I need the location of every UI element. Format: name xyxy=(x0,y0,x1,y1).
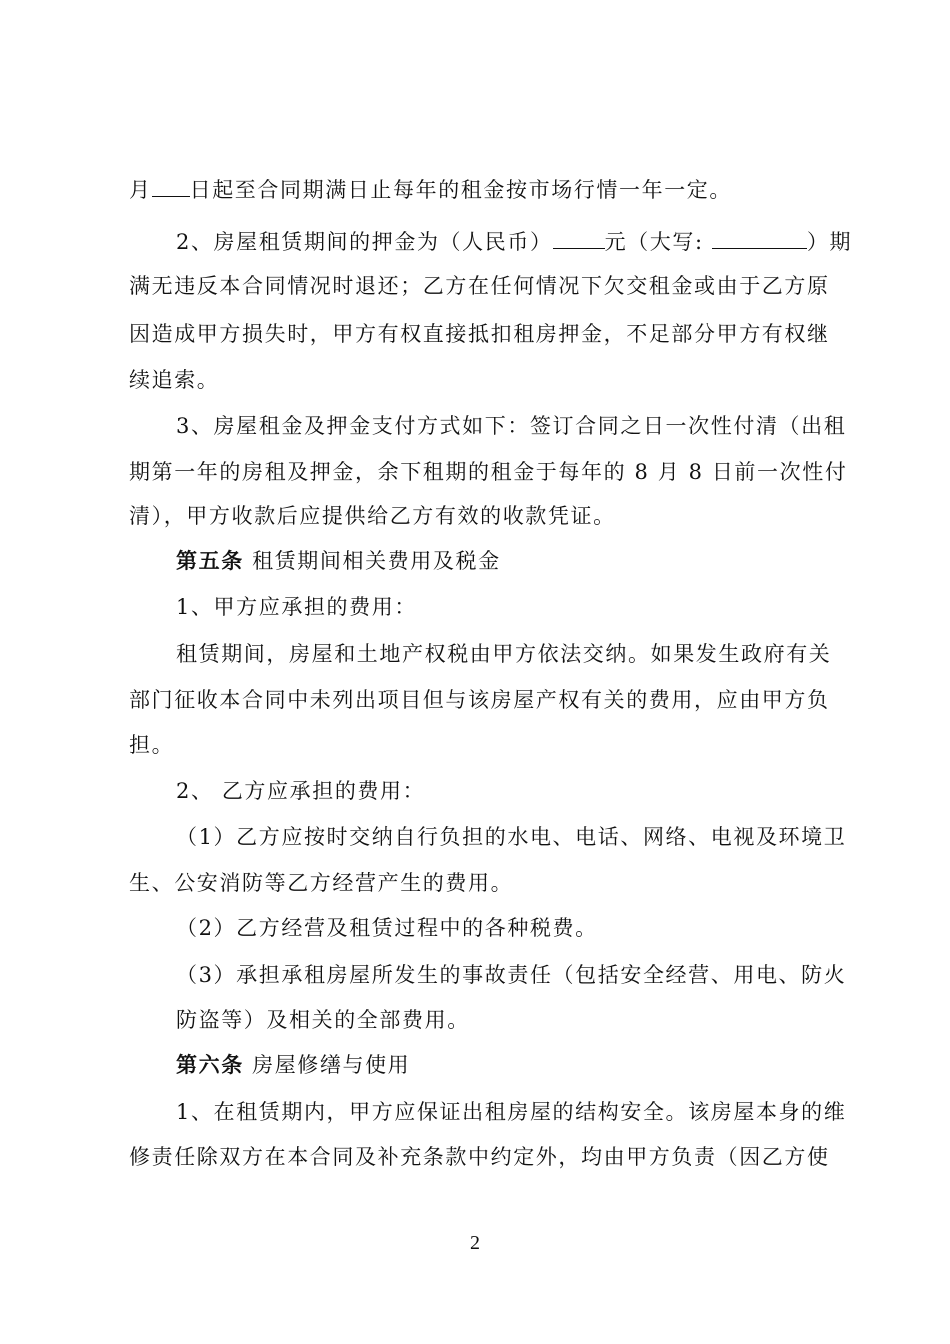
text-line: （2）乙方经营及租赁过程中的各种税费。 xyxy=(176,916,598,940)
text-line: 1、在租赁期内，甲方应保证出租房屋的结构安全。该房屋本身的维 xyxy=(176,1100,847,1124)
text-segment: 日起至合同期满日止每年的租金按市场行情一年一定。 xyxy=(189,178,733,202)
blank-field xyxy=(553,230,605,249)
section-heading xyxy=(176,1051,876,1079)
text-line: 清），甲方收款后应提供给乙方有效的收款凭证。 xyxy=(129,504,616,528)
text-line: 2、 乙方应承担的费用： xyxy=(176,779,426,803)
text-segment: 元（大写: xyxy=(604,230,704,254)
text-line: （3）承担承租房屋所发生的事故责任（包括安全经营、用电、防火 xyxy=(176,963,847,987)
text-line: 满无违反本合同情况时退还；乙方在任何情况下欠交租金或由于乙方原 xyxy=(129,274,830,298)
text-line: 防盗等）及相关的全部费用。 xyxy=(176,1008,470,1032)
text-line: 部门征收本合同中未列出项目但与该房屋产权有关的费用，应由甲方负 xyxy=(129,688,830,712)
blank-field xyxy=(712,230,807,249)
text-line: 修责任除双方在本合同及补充条款中约定外，均由甲方负责（因乙方使 xyxy=(129,1145,830,1169)
article-title: 租赁期间相关费用及税金 xyxy=(243,549,501,573)
text-line: 1、甲方应承担的费用： xyxy=(176,595,417,619)
text-line: 3、房屋租金及押金支付方式如下：签订合同之日一次性付清（出租 xyxy=(176,414,847,438)
text-segment: ）期 xyxy=(806,230,853,254)
text-line: 续追索。 xyxy=(129,368,220,392)
section-heading xyxy=(176,547,876,575)
text-line: 期第一年的房租及押金，余下租期的租金于每年的 8 月 8 日前一次性付 xyxy=(129,460,848,484)
article-title: 房屋修缮与使用 xyxy=(243,1053,411,1077)
text-segment: 2、房屋租赁期间的押金为（人民币） xyxy=(176,230,553,254)
text-line xyxy=(176,228,876,256)
text-segment: 月 xyxy=(129,178,152,202)
text-line: 担。 xyxy=(129,733,175,757)
article-number: 第五条 xyxy=(176,548,244,573)
blank-field xyxy=(152,178,190,197)
text-line xyxy=(129,176,829,204)
text-line: 租赁期间，房屋和土地产权税由甲方依法交纳。如果发生政府有关 xyxy=(176,642,832,666)
text-line: 生、公安消防等乙方经营产生的费用。 xyxy=(129,871,514,895)
page-number: 2 xyxy=(470,1232,480,1254)
text-line: 因造成甲方损失时，甲方有权直接抵扣租房押金，不足部分甲方有权继 xyxy=(129,322,830,346)
article-number: 第六条 xyxy=(176,1052,244,1077)
text-line: （1）乙方应按时交纳自行负担的水电、电话、网络、电视及环境卫 xyxy=(176,825,847,849)
